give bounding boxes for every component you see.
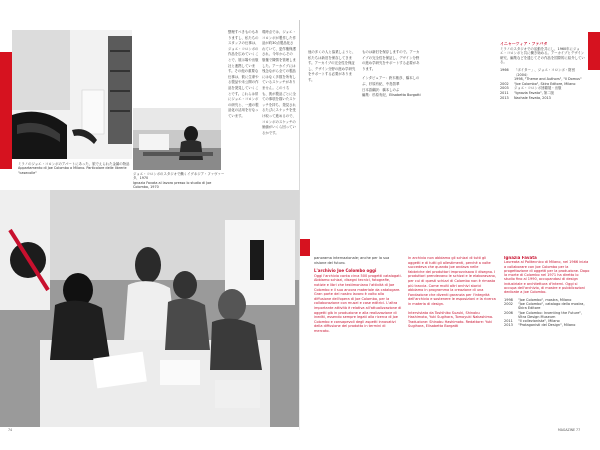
right-red-tab-top: [588, 32, 600, 70]
bio-jp-list: [500, 68, 586, 100]
bio-jp-entry: [500, 96, 586, 101]
bio-it-entry: [504, 323, 590, 327]
bio-it-title: Ignazia Favata: [504, 256, 537, 260]
it-col-1-text: Oggi l'archivio conta circa 500 progetti catalogati. Abbiamo schizzi, disegni tecnici, fotografie, notizie e libri che testimoniano l'attività di Joe Colombo e il suo ancora materiale da catalogare. Gran parte del nostro lavoro è volto alla diffusione dell'opera di Joe Colombo, per la collaborazione con musei e case editrici. L'altra importante attività è relativa all'attualizzazione di oggetti già in produzione e alla realizzazione di inediti, essendo sempre legati alla ricerca di Joe Colombo e consapevoli degli aspetti innovativi della diffusione del prodotto in termini di mercato.: [314, 273, 402, 333]
bio-it-entry: [504, 302, 590, 311]
bio-it-list: [504, 298, 590, 328]
right-it-column-2: [408, 256, 496, 428]
caption-studio-it: Ignazia Favata al lavoro presso lo studio di Joe Colombo, 1970: [133, 180, 212, 189]
bio-jp-entry-text: 1998, "Theme and Authors", "Il Domus": [514, 77, 582, 82]
right-folio-number: MAGAZINE 77: [558, 428, 581, 432]
bio-it-entry: [504, 311, 590, 320]
caption-apartment-it: Appartamento di Joe Colombo a Milano. Particolare delle librerie "casecolle": [18, 166, 127, 175]
left-folio-number: 74: [8, 428, 13, 432]
bio-jp-entry-text: Nachale Favata, 2013: [514, 95, 551, 100]
left-red-tab: [0, 52, 12, 169]
bio-jp-entry-text: "Ignazia Favata", 第二版: [514, 90, 554, 95]
right-it-column-1: [314, 256, 402, 428]
bio-it-entry-text: "Protagonisti del Design", Milano: [518, 323, 576, 328]
it-col-2-text: In archivio non abbiamo gli schizzi di tutti gli oggetti e di tutti gli allestimenti, perché a volte succedeva che quando Joe andava nelle fabbriche dei produttori improvvisava il disegno. I produttori prendevano le schizzi e le elaboravano, per cui di questi schizzi di Colombo non è rimasta più traccia. Come molti altri archivi storici abbiamo in programma la creazione di una Fondazione che diventi garanzia per l'integrità dell'archivio e sostenere le esposizioni e la ricerca in materia di design.: [408, 256, 496, 306]
right-jp-column-2-text: ものは新旧を保存しますので。アーカイブの完全性を保証し、デザイン分野の進め学研究をサポートする必要があります。: [362, 50, 420, 71]
bio-jp-entry-year: 2013: [500, 95, 509, 100]
bio-jp: [500, 42, 586, 242]
photo-studio-ignazia: [133, 108, 221, 170]
bio-jp-entry-year: 2011: [500, 90, 509, 95]
archive-heading: L'archivio Joe Colombo oggi: [314, 268, 377, 274]
bio-jp-entry-text: "Joe Colombo", Skira Editore, Milano: [514, 81, 576, 86]
bio-it-entry-text: "Joe Colombo: Inventing the Future", Vitra Design Museum: [518, 310, 583, 319]
bio-jp-entry-year: 2002: [500, 81, 509, 86]
bio-it-entry-year: 2002: [504, 301, 513, 306]
right-folio: [558, 428, 580, 432]
caption-apartment-jp: ミラノのジョエ・コロンボのアパートにあった、旅でえられた金属の物品: [18, 162, 130, 166]
bio-jp-entry-text: ジョエ・コロンボ回顧展・出版: [514, 86, 562, 91]
bio-jp-entry-year: 1966: [500, 67, 509, 72]
caption-apartment: [18, 162, 130, 175]
left-page: [0, 20, 300, 430]
bio-it: [504, 256, 590, 428]
translation-credit: 日本語翻訳：橋本しのぶ: [362, 87, 400, 92]
bio-jp-entry: [500, 68, 586, 77]
bio-it-entry-year: 1998: [504, 297, 513, 302]
bio-it-entry-text: "Joe Colombo", mostra, Milano: [518, 297, 572, 302]
left-folio: [8, 428, 12, 432]
right-page: [300, 20, 600, 430]
bio-it-entry-year: 2006: [504, 310, 513, 315]
bio-jp-text: ミラノのスタジオでの活動を共にし、1960年にジョエ・コロンボと共に働き始める。アーカイブとデザイン研究、編集などを通じてその作品を国際的に紹介している。: [500, 46, 585, 65]
it-col-1-intro: panorama internazionale; anche per la sua visione del futuro.: [314, 256, 390, 265]
photo-team-meeting: [0, 190, 300, 427]
photo-apartment: [12, 30, 132, 159]
bio-it-entry-text: "Il collezionista", Milano: [518, 319, 560, 324]
interview-credit: インタビュアー：鈴木敏彦、橋本しのぶ、杉原有紀、中島智華: [362, 76, 420, 86]
bio-it-text: Laureata al Politecnico di Milano, nel 1966 inizia a collaborare con Joe Colombo per la progettazione di oggetti per la produzione. Dopo la morte di Colombo nel 1971 ha diretto lo studio fino al 1990, occupandosi di design industriale e architettura d'interni. Oggi si occupa dell'archivio, di mostre e pubblicazioni dedicate a Joe Colombo.: [504, 260, 590, 295]
bio-jp-entry-year: 2003: [500, 86, 509, 91]
editing-credit: 編集：杉原有紀、Elisabetta Borgatti: [362, 93, 421, 98]
bio-jp-entry-text: 「ポイター」、ジョエ・コロンボ・財団（2004）: [514, 67, 575, 77]
left-jp-column-1: 整理すべきものもありますし、私たちのスタッフの仕事は、ジョエ・コロンボの作品を広めていくことで、展示場や出版社と連携しています。その他の重要な仕事は、彼に生命やる製品や未公開の作品を発見していくことです。これらは常にジョエ・コロンボの研究と、一連の製品化の活用を行なっています。: [228, 30, 259, 118]
left-jp-column-2: 現時点では、ジョエ・コロンボが製作した作品が約30点製品化されていて、更作権保護され、今年からその版権で陳情を管理しました。アーカイブには残念ながら全ての製品にはなく多数を所有しているスケッチがありません。このうちも、彼が製品ごとに全ての事項を描いたスケッチを持ち、発見されるたびにスケッチを受け取って進めるので、コロンボのスケッチの価値がいくら回っているかです。: [262, 30, 296, 135]
bio-jp-title: イニャーツィア・ファバタ: [500, 42, 548, 46]
caption-studio-jp: ジョエ・コロンボのスタジオで働くイグネジア・ファヴァータ、1970: [133, 172, 225, 181]
right-red-tab-bottom: [300, 239, 310, 256]
bio-it-entry-year: 2011: [504, 319, 513, 324]
bio-it-entry-year: 2013: [504, 323, 513, 328]
right-jp-column-2: [362, 50, 422, 170]
right-jp-column-1: 他の多くの人と協業しようと、私たちは新旧を保存してきます。アーカイブの完全性を保証し、デザイン分野の進め学研究をサポートする必要があります。: [308, 50, 356, 82]
bio-it-entry-text: "Joe Colombo", catalogo della mostra, Skira Editore: [518, 301, 585, 311]
caption-studio: [133, 172, 225, 189]
it-col-2-credits: Intervistata da Toshihiko Suzuki, Shinobu Hashimoto, Yuki Sugihara, Tomoyuki Nakashima. Traduzione: Shinobu Hashimoto. Redattore: Yuki Sugihara, Elisabetta Borgatti: [408, 310, 494, 329]
